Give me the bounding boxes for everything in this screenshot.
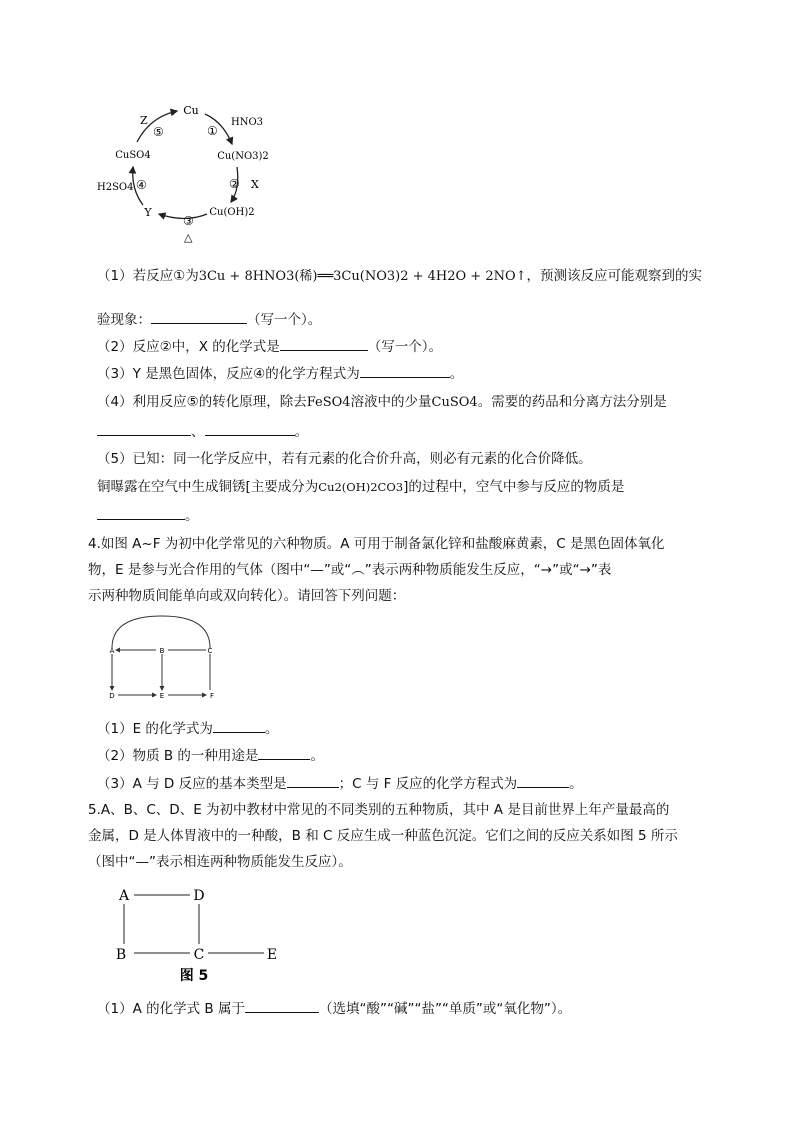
- node-e: E: [266, 947, 278, 963]
- q3-part4-line1: （4）利用反应⑤的转化原理，除去FeSO4溶液中的少量CuSO4。需要的药品和分离方法分别是: [97, 394, 667, 410]
- q4-part1: （1）E 的化学式为 。: [97, 718, 278, 739]
- q3-part5-line3: 。: [97, 505, 199, 526]
- answer-blank-1[interactable]: [151, 309, 247, 324]
- equation-1: 3Cu + 8HNO3(稀)══3Cu(NO3)2 + 4H2O + 2NO↑: [198, 269, 527, 284]
- q3-part4-line2: 、 。: [97, 421, 308, 442]
- answer-blank-q4-3a[interactable]: [287, 773, 339, 788]
- node-e: E: [159, 692, 165, 700]
- formula-verdigris: Cu2(OH)2CO3: [318, 480, 404, 494]
- q3-part5-line1: （5）已知：同一化学反应中，若有元素的化合价升高，则必有元素的化合价降低。: [97, 451, 592, 467]
- q3-part5-line2: 铜曝露在空气中生成铜锈[主要成分为Cu2(OH)2CO3]的过程中，空气中参与反应的物质是: [97, 479, 625, 495]
- node-y: Y: [144, 206, 152, 219]
- q4-part3: （3）A 与 D 反应的基本类型是 ；C 与 F 反应的化学方程式为 。: [97, 773, 583, 794]
- answer-blank-5[interactable]: [97, 505, 185, 520]
- figure-caption: 图 5: [179, 968, 209, 984]
- q4-relation-diagram: [102, 614, 222, 706]
- q4-part2: （2）物质 B 的一种用途是 。: [97, 745, 324, 766]
- node-a: A: [118, 888, 130, 904]
- q3-part1-line1: （1）若反应①为3Cu + 8HNO3(稀)══3Cu(NO3)2 + 4H2O + 2NO↑，预测该反应可能观察到的实: [97, 268, 703, 284]
- q5-stem-line3: （图中“—”表示相连两种物质能发生反应）。: [88, 854, 352, 870]
- q5-stem-line1: 5.A、B、C、D、E 为初中教材中常见的不同类别的五种物质，其中 A 是目前世界上年产量最高的: [88, 802, 670, 818]
- reagent-2: X: [251, 178, 259, 191]
- q4-stem-line2: 物，E 是参与光合作用的气体（图中“—”或“︵”表示两种物质能发生反应，“→”或“→”表: [88, 562, 612, 578]
- answer-blank-3[interactable]: [360, 363, 450, 378]
- formula-cuso4: CuSO4: [431, 395, 478, 410]
- q4-stem-line3: 示两种物质间能单向或双向转化）。请回答下列问题：: [88, 588, 406, 604]
- q5-part1: （1）A 的化学式 B 属于 （选填“酸”“碱”“盐”“单质”或“氧化物”）。: [97, 998, 571, 1019]
- node-cuso4: CuSO4: [115, 150, 151, 161]
- answer-blank-q4-3b[interactable]: [517, 773, 569, 788]
- q3-part1-line2: 验现象： （写一个）。: [97, 309, 321, 330]
- formula-feso4: FeSO4: [306, 395, 351, 410]
- reagent-4: H2SO4: [97, 182, 134, 193]
- step-1: ①: [207, 124, 218, 138]
- node-d: D: [109, 692, 115, 700]
- node-cuoh2: Cu(OH)2: [209, 207, 255, 218]
- node-f: F: [209, 692, 215, 700]
- node-c: C: [193, 947, 205, 963]
- step-4: ④: [136, 178, 147, 192]
- q5-stem-line2: 金属，D 是人体胃液中的一种酸，B 和 C 反应生成一种蓝色沉淀。它们之间的反应关系如图 5 所示: [88, 828, 678, 844]
- answer-blank-q5-1[interactable]: [245, 998, 319, 1013]
- answer-blank-4a[interactable]: [97, 421, 191, 436]
- node-cu: Cu: [183, 104, 199, 117]
- node-b: B: [115, 947, 127, 963]
- answer-blank-q4-1[interactable]: [213, 718, 265, 733]
- arc-a-c: [112, 616, 210, 648]
- q5-relation-diagram: [110, 880, 290, 988]
- q3-part2: （2）反应②中，X 的化学式是 （写一个）。: [97, 336, 442, 357]
- reagent-5: Z: [140, 114, 148, 127]
- step-3: ③: [183, 214, 194, 228]
- q4-stem-line1: 4.如图 A~F 为初中化学常见的六种物质。A 可用于制备氯化锌和盐酸麻黄素，C 是黑色固体氧化: [88, 536, 665, 552]
- answer-blank-2[interactable]: [280, 336, 368, 351]
- node-c: C: [207, 647, 213, 655]
- reagent-1: HNO3: [231, 117, 264, 128]
- node-b: B: [159, 647, 165, 655]
- node-a: A: [109, 647, 115, 655]
- answer-blank-4b[interactable]: [205, 421, 295, 436]
- step-2: ②: [229, 177, 240, 191]
- node-d: D: [193, 888, 205, 904]
- step-5: ⑤: [153, 125, 164, 139]
- node-cuno32: Cu(NO3)2: [217, 151, 269, 162]
- heat-symbol: △: [184, 231, 193, 244]
- q3-part3: （3）Y 是黑色固体，反应④的化学方程式为 。: [97, 363, 463, 384]
- copper-cycle-diagram: [95, 97, 285, 247]
- answer-blank-q4-2[interactable]: [258, 745, 310, 760]
